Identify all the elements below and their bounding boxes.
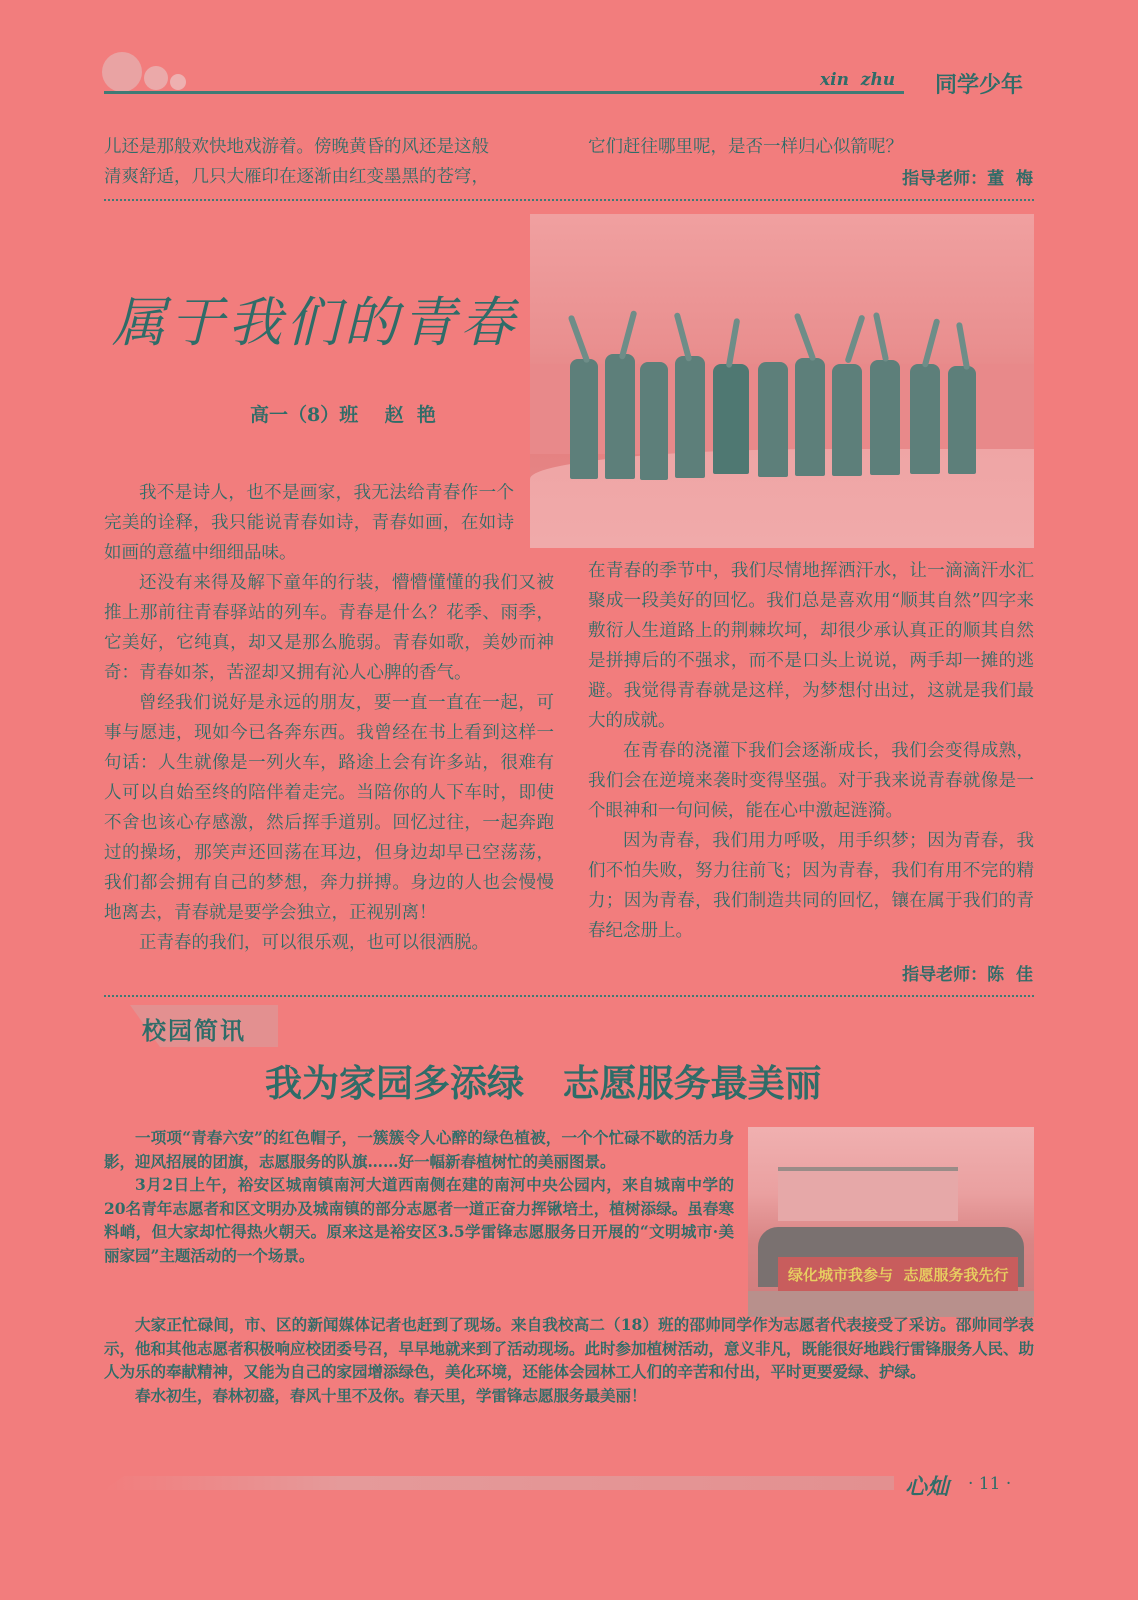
news-title: 我为家园多添绿 志愿服务最美丽 bbox=[265, 1061, 822, 1105]
prev-line-1: 儿还是那般欢快地戏游着。傍晚黄昏的风还是这般 bbox=[104, 137, 489, 157]
circle-large-icon bbox=[102, 52, 142, 92]
arm bbox=[956, 322, 970, 370]
arm bbox=[922, 318, 941, 368]
banner-text: 绿化城市我参与 志愿服务我先行 bbox=[788, 1266, 1009, 1284]
person-1 bbox=[570, 359, 598, 479]
person-8 bbox=[832, 364, 862, 476]
news-paragraph: 春水初生，春林初盛，春风十里不及你。春天里，学雷锋志愿服务最美丽！ bbox=[135, 1385, 647, 1405]
prev-article-right: 它们赶往哪里呢，是否一样归心似箭呢？ bbox=[588, 137, 903, 157]
article-col1 bbox=[104, 568, 554, 958]
arm bbox=[674, 312, 693, 362]
person-3 bbox=[640, 362, 668, 480]
article-col1-intro bbox=[104, 478, 514, 568]
news-body-top bbox=[104, 1126, 734, 1267]
section-label: 校园简讯 bbox=[142, 1017, 246, 1045]
article-paragraph: 在青春的浇灌下我们会逐渐成长，我们会变得成熟，我们会在逆境来袭时变得坚强。对于我来说青春就像是一个眼神和一句问候，能在心中激起涟漪。 bbox=[588, 741, 1034, 821]
person-6 bbox=[758, 362, 788, 477]
arm bbox=[873, 312, 889, 362]
header-pinyin: xin zhu bbox=[820, 70, 896, 90]
article-author: 高一（8）班 赵 艳 bbox=[250, 404, 436, 426]
news-paragraph: 大家正忙碌间，市、区的新闻媒体记者也赶到了现场。来自我校高二（18）班的邵帅同学作为志愿者代表接受了采访。邵帅同学表示，他和其他志愿者积极响应校团委号召，早早地就来到了活动现场。此时参加植树活动，意义非凡，既能很好地践行雷锋服务人民、助人为乐的奉献精神，又能为自己的家园增添绿色，美化环境，还能体会园林工人们的辛苦和付出，平时更要爱绿、护绿。 bbox=[104, 1315, 1035, 1381]
circle-medium-icon bbox=[144, 66, 168, 90]
person-5 bbox=[713, 364, 749, 474]
article-paragraph: 因为青春，我们用力呼吸，用手织梦；因为青春，我们不怕失败，努力往前飞；因为青春，我们有用不完的精力；因为青春，我们制造共同的回忆，镶在属于我们的青春纪念册上。 bbox=[588, 831, 1034, 941]
footer-bar bbox=[104, 1476, 894, 1490]
news-paragraph: 3月2日上午，裕安区城南镇南河大道西南侧在建的南河中央公园内，来自城南中学的20名青年志愿者和区文明办及城南镇的部分志愿者一道正奋力挥锹培土，植树添绿。虽春寒料峭，但大家却忙得热火朝天。原来这是裕安区3.5学雷锋志愿服务日开展的“文明城市·美丽家园”主题活动的一个场景。 bbox=[104, 1175, 734, 1265]
article-paragraph: 我不是诗人，也不是画家，我无法给青春作一个完美的诠释，我只能说青春如诗，青春如画，在如诗如画的意蕴中细细品味。 bbox=[104, 483, 514, 563]
prev-article-left bbox=[104, 132, 554, 192]
prev-teacher: 指导老师：董 梅 bbox=[902, 169, 1033, 189]
divider-2 bbox=[104, 995, 1034, 997]
footer-page-number: · 11 · bbox=[968, 1474, 1012, 1494]
news-body-bottom bbox=[104, 1313, 1034, 1407]
banner bbox=[778, 1257, 1018, 1291]
article-photo bbox=[530, 214, 1034, 548]
person-2 bbox=[605, 354, 635, 479]
article-paragraph: 在青春的季节中，我们尽情地挥洒汗水，让一滴滴汗水汇聚成一段美好的回忆。我们总是喜欢用“顺其自然”四字来敷衍人生道路上的荆棘坎坷，却很少承认真正的顺其自然是拼搏后的不强求，而不是口头上说说，两手却一摊的逃避。我觉得青春就是这样，为梦想付出过，这就是我们最大的成就。 bbox=[588, 561, 1034, 731]
header-rule bbox=[104, 91, 904, 94]
news-paragraph: 一项项“青春六安”的红色帽子，一簇簇令人心醉的绿色植被，一个个忙碌不歇的活力身影，迎风招展的团旗，志愿服务的队旗……好一幅新春植树忙的美丽图景。 bbox=[104, 1128, 734, 1171]
arm bbox=[726, 318, 741, 368]
divider-1 bbox=[104, 199, 1034, 201]
footer-magazine: 心灿 bbox=[905, 1474, 950, 1500]
person-11 bbox=[948, 366, 976, 474]
article-paragraph: 正青春的我们，可以很乐观，也可以很洒脱。 bbox=[139, 933, 489, 953]
article-paragraph: 还没有来得及解下童年的行装，懵懵懂懂的我们又被推上那前往青春驿站的列车。青春是什么？花季、雨季，它美好，它纯真，却又是那么脆弱。青春如歌，美妙而神奇：青春如茶，苦涩却又拥有沁人心脾的香气。 bbox=[104, 573, 554, 683]
article-title: 属于我们的青春 bbox=[112, 291, 518, 354]
prev-line-2: 清爽舒适，几只大雁印在逐渐由红变墨黑的苍穹， bbox=[104, 167, 489, 187]
article-teacher: 指导老师：陈 佳 bbox=[902, 965, 1033, 985]
circle-small-icon bbox=[170, 74, 186, 90]
article-paragraph: 曾经我们说好是永远的朋友，要一直一直在一起，可事与愿违，现如今已各奔东西。我曾经在书上看到这样一句话：人生就像是一列火车，路途上会有许多站，很难有人可以自始至终的陪伴着走完。当陪你的人下车时，即使不舍也该心存感激，然后挥手道别。回忆过往，一起奔跑过的操场，那笑声还回荡在耳边，但身边却早已空荡荡，我们都会拥有自己的梦想，奔力拼搏。身边的人也会慢慢地离去，青春就是要学会独立，正视别离！ bbox=[104, 693, 554, 923]
person-10 bbox=[910, 364, 940, 474]
header-column-title: 同学少年 bbox=[935, 73, 1024, 98]
arm bbox=[844, 314, 865, 363]
person-7 bbox=[795, 358, 825, 476]
arm bbox=[568, 314, 591, 363]
arm bbox=[619, 310, 638, 360]
header-decoration bbox=[100, 48, 200, 96]
news-photo bbox=[748, 1127, 1034, 1317]
arm bbox=[794, 312, 817, 361]
article-col2 bbox=[588, 556, 1034, 946]
building bbox=[778, 1167, 958, 1221]
person-4 bbox=[675, 356, 705, 478]
person-9 bbox=[870, 360, 900, 475]
